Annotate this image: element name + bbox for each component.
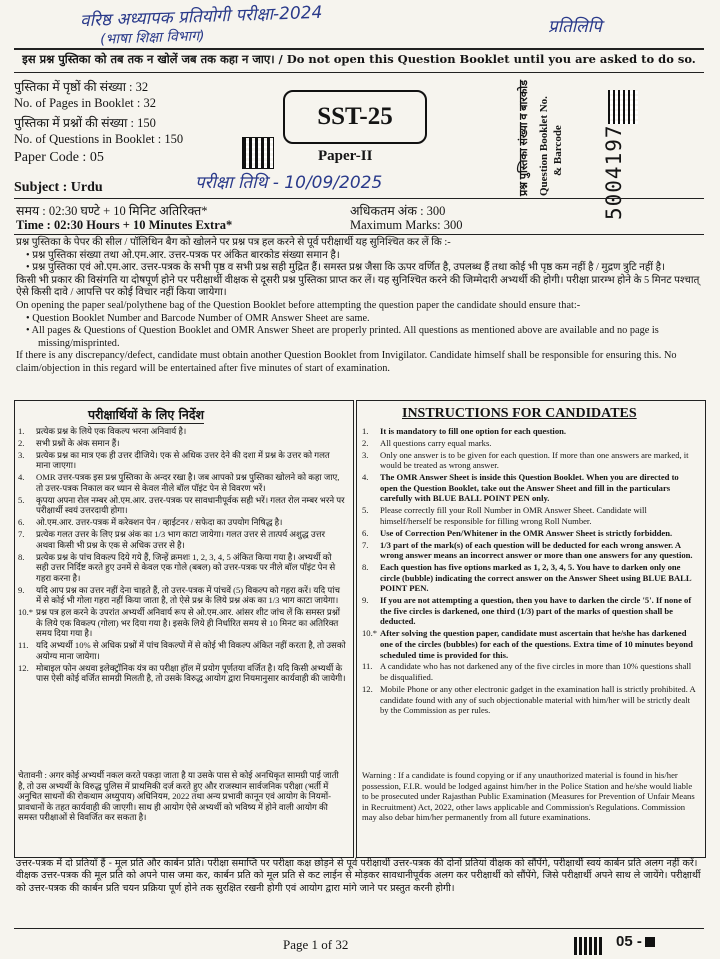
english-instruction-item — [362, 438, 698, 449]
hindi-instruction-item — [18, 640, 346, 661]
hindi-instruction-item-text: ओ.एम.आर. उत्तर-पत्रक में करेक्शन पेन / व्हाईटनर / सफेदा का उपयोग निषिद्ध है। — [36, 517, 283, 528]
time-hindi: समय : 02:30 घण्टे + 10 मिनिट अतिरिक्त* — [16, 204, 208, 218]
answer-sheet-copies-note: उत्तर-पत्रक में दो प्रतियाँ हैं - मूल प्रति और कार्बन प्रति। परीक्षा समाप्ति पर परीक्षा कक्ष छोड़ने से पूर्व परीक्षार्थी उत्तर-पत्रक की दोनों प्रतियां वीक्षक को सौंपेंगे, परीक्षार्थी स्वयं कार्बन प्रति अलग नहीं करें। वीक्षक उत्तर-पत्रक की मूल प्रति को अपने पास जमा कर, कार्बन प्रति को मूल प्रति से कट लाईन से मोड़कर सावधानीपूर्वक अलग कर परीक्षार्थी को सौंपेंगे, जिसे परीक्षार्थी अपने साथ ले जायेंगे। परीक्षार्थी को उत्तर-पत्रक की कार्बन प्रति चयन प्रक्रिया पूर्ण होने तक सुरक्षित रखनी होगी एवं आयोग द्वारा मांगे जाने पर प्रस्तुत करनी होगी। — [16, 858, 701, 894]
handwritten-right-note: प्रतिलिपि — [548, 17, 602, 37]
hindi-instruction-item-number: 5. — [18, 494, 25, 505]
english-instruction-item — [362, 595, 698, 627]
english-instruction-item-text: After solving the question paper, candidate must ascertain that he/she has darkened one of the circles (bubbles) for each of the questions. Extra time of 10 minutes beyond scheduled time is provided for this. — [380, 628, 693, 660]
english-instruction-item-text: Only one answer is to be given for each question. If more than one answers are marked, it would be treated as wrong answer. — [380, 449, 689, 471]
opening-para-english: If there is any discrepancy/defect, candidate must obtain another Question Booklet from Invigilator. Candidate himself shall be responsible for ensuring this. No claim/objection in this regard will be entertained after five minutes of start of examination. — [16, 350, 677, 374]
english-instructions-list — [362, 426, 698, 717]
english-instruction-item-text: The OMR Answer Sheet is inside this Question Booklet. When you are directed to open the Question Booklet, take out the Answer Sheet and fill in the particulars carefully with BLUE BALL POINT PEN only. — [380, 472, 679, 504]
opening-bullet-english-1: • Question Booklet Number and Barcode Number of OMR Answer Sheet are same. — [26, 312, 370, 324]
barcode-label-english: & Barcode — [552, 125, 564, 176]
top-rule — [14, 48, 704, 50]
english-instruction-item-text: Each question has five options marked as 1, 2, 3, 4, 5. You have to darken only one circle (bubble) indicating the correct answer on the Answer Sheet using BLUE BALL POINT PEN. — [380, 562, 692, 594]
max-marks-hindi: अधिकतम अंक : 300 — [350, 204, 446, 218]
hindi-instruction-item — [18, 552, 346, 584]
hindi-instruction-item-text: प्रत्येक प्रश्न के पांच विकल्प दिये गये हैं, जिन्हें क्रमशः 1, 2, 3, 4, 5 अंकित किया गया है। अभ्यर्थी को सही उत्तर निर्दिष्ट करते हुए उनमें से केवल एक गोले (बबल) को उत्तर-पत्रक पर नीले बॉल पॉइंट पेन से गहरा करना है। — [36, 551, 336, 583]
opening-para-hindi: किसी भी प्रकार की विसंगति या दोषपूर्ण होने पर परीक्षार्थी वीक्षक से दूसरी प्रश्न पुस्तिका प्राप्त कर लें। यह सुनिश्चित करने की जिम्मेदारी अभ्यर्थी की होगी। परीक्षा प्रारम्भ होने के 5 मिनट पश्चात् ऐसे किसी दावे / आपत्ति पर कोई विचार नहीं किया जायेगा। — [16, 274, 700, 299]
hindi-instruction-item-text: प्रत्येक प्रश्न के लिये एक विकल्प भरना अनिवार्य है। — [36, 426, 187, 436]
paper-label: Paper-II — [318, 148, 373, 164]
hindi-instruction-item-number: 6. — [18, 517, 25, 528]
handwritten-exam-date: परीक्षा तिथि - 10/09/2025 — [195, 173, 383, 193]
time-english: Time : 02:30 Hours + 10 Minutes Extra* — [16, 218, 233, 232]
opening-instructions — [16, 237, 704, 376]
english-instruction-item-text: It is mandatory to fill one option for each question. — [380, 426, 567, 436]
english-instruction-item-text: Mobile Phone or any other electronic gadget in the examination hall is strictly prohibited. A candidate found with any of such objectionable material with him/her will be strictly dealt by the Commission as per rules. — [380, 683, 696, 716]
hindi-instruction-item-text: प्रत्येक गलत उत्तर के लिए प्रश्न अंक का 1/3 भाग काटा जायेगा। गलत उत्तर से तात्पर्य अशुद्ध उत्तर अथवा किसी भी प्रश्न के एक से अधिक उत्तर से है। — [36, 529, 325, 550]
english-instructions-title: INSTRUCTIONS FOR CANDIDATES — [402, 406, 637, 421]
opening-bullet-hindi-1: • प्रश्न पुस्तिका संख्या तथा ओ.एम.आर. उत्तर-पत्रक पर अंकित बारकोड संख्या समान है। — [26, 249, 340, 261]
pages-count-hindi: पुस्तिका में पृष्ठों की संख्या : 32 — [14, 80, 149, 94]
english-instruction-item-number: 5. — [362, 505, 369, 516]
english-instruction-item — [362, 661, 698, 682]
hindi-instruction-item-number: 12. — [18, 662, 29, 673]
hindi-instruction-item — [18, 495, 346, 516]
max-marks-english: Maximum Marks: 300 — [350, 218, 463, 232]
english-instruction-item — [362, 505, 698, 526]
english-instruction-item — [362, 528, 698, 539]
footer-rule — [14, 928, 704, 929]
english-instruction-item-number: 9. — [362, 595, 369, 606]
footer-paper-code: 05 - — [616, 933, 655, 950]
hindi-instruction-item — [18, 438, 346, 449]
hindi-instruction-item — [18, 585, 346, 606]
english-instruction-item-number: 3. — [362, 449, 369, 460]
english-instruction-item-number: 1. — [362, 426, 369, 436]
hindi-instruction-item-text: प्रत्येक प्रश्न का मात्र एक ही उत्तर दीजिये। एक से अधिक उत्तर देने की दशा में प्रश्न के उत्तर को गलत माना जाएगा। — [36, 449, 330, 471]
english-warning: Warning : If a candidate is found copying or if any unauthorized material is found in his/her possession, F.I.R. would be lodged against him/her in the Police Station and he/she would liable to be prosecuted under Rajasthan Public Examination (Measures for Prevention of Unfair Means in Recruitment) Act, 2022, other laws applicable and Commission's Regulations. Commission may also debar him/her permanently from all future examinations. — [362, 770, 695, 823]
english-instruction-item-text: All questions carry equal marks. — [380, 437, 492, 448]
english-instruction-item-number: 4. — [362, 472, 369, 483]
banner-rule — [14, 72, 704, 73]
hindi-instruction-item-text: मोबाइल फोन अथवा इलेक्ट्रॉनिक यंत्र का परीक्षा हॉल में प्रयोग पूर्णतया वर्जित है। यदि किसी अभ्यर्थी के पास ऐसी कोई वर्जित सामग्री मिलती है, तो उसके विरुद्ध आयोग द्वारा नियमानुसार कार्यवाही की जायेगी। — [36, 662, 346, 684]
qr-code-icon — [242, 137, 274, 169]
hindi-instruction-item — [18, 517, 346, 528]
questions-count-english: No. of Questions in Booklet : 150 — [14, 132, 184, 146]
english-instruction-item-text: Use of Correction Pen/Whitener in the OMR Answer Sheet is strictly forbidden. — [380, 527, 673, 538]
hindi-instruction-item — [18, 450, 346, 471]
english-instruction-item-number: 10.* — [362, 628, 378, 639]
hindi-instructions-list — [18, 426, 346, 685]
english-instruction-item-number: 6. — [362, 527, 369, 538]
booklet-serial-number: 5004197 — [602, 124, 626, 220]
page-number: Page 1 of 32 — [283, 937, 349, 952]
english-instruction-item — [362, 426, 698, 437]
english-instruction-item-number: 8. — [362, 562, 369, 573]
subject: Subject : Urdu — [14, 180, 103, 195]
opening-intro-english: On opening the paper seal/polythene bag of the Question Booklet before attempting the question paper the candidate should ensure that:- — [16, 299, 581, 311]
hindi-instruction-item-text: OMR उत्तर-पत्रक इस प्रश्न पुस्तिका के अन्दर रखा है। जब आपको प्रश्न पुस्तिका खोलने को कहा जाए, तो उत्तर-पत्रक निकाल कर ध्यान से केवल नीले बॉल पॉइंट पेन से विवरण भरें। — [36, 472, 340, 493]
booklet-no-label-english: Question Booklet No. — [538, 96, 550, 196]
hindi-instruction-item-number: 2. — [18, 437, 25, 448]
hindi-instruction-item — [18, 529, 346, 550]
hindi-instruction-item-number: 11. — [18, 640, 29, 651]
handwritten-exam-title: वरिष्ठ अध्यापक प्रतियोगी परीक्षा-2024 — [79, 2, 323, 32]
hindi-instruction-item-number: 10.* — [18, 607, 34, 618]
english-instruction-item-number: 2. — [362, 437, 369, 448]
hindi-instructions-title: परीक्षार्थियों के लिए निर्देश — [88, 407, 204, 422]
hindi-instruction-item — [18, 472, 346, 493]
booklet-no-label-hindi: प्रश्न पुस्तिका संख्या व बारकोड — [518, 79, 530, 196]
hindi-instruction-item-text: यदि अभ्यर्थी 10% से अधिक प्रश्नों में पांच विकल्पों में से कोई भी विकल्प अंकित नहीं करता है, तो उसको अयोग्य माना जायेगा। — [36, 640, 346, 661]
english-instruction-item — [362, 472, 698, 504]
english-instruction-item-number: 11. — [362, 661, 373, 672]
hindi-instruction-item-text: सभी प्रश्नों के अंक समान हैं। — [36, 437, 120, 448]
barcode-icon — [608, 90, 638, 124]
time-rule-top — [14, 198, 704, 199]
english-instruction-item-text: A candidate who has not darkened any of the five circles in more than 10% questions shall be disqualified. — [380, 661, 692, 683]
time-rule-bottom — [14, 234, 704, 235]
opening-bullet-hindi-2: • प्रश्न पुस्तिका एवं ओ.एम.आर. उत्तर-पत्रक के सभी पृष्ठ व सभी प्रश्न सही मुद्रित हैं। समस्त प्रश्न जैसा कि ऊपर वर्णित है, उपलब्ध हैं तथा कोई भी पृष्ठ कम नहीं है / मुद्रण त्रुटि नहीं है। — [26, 262, 665, 274]
booklet-series-code: SST-25 — [283, 90, 427, 144]
questions-count-hindi: पुस्तिका में प्रश्नों की संख्या : 150 — [14, 116, 156, 130]
hindi-instruction-item — [18, 607, 346, 639]
handwritten-department: (भाषा शिक्षा विभाग) — [99, 28, 205, 48]
opening-intro-hindi: प्रश्न पुस्तिका के पेपर की सील / पॉलिथिन बैग को खोलने पर प्रश्न पत्र हल करने से पूर्व परीक्षार्थी यह सुनिश्चित कर लें कि :- — [16, 237, 451, 248]
english-instruction-item — [362, 540, 698, 561]
pages-count-english: No. of Pages in Booklet : 32 — [14, 96, 157, 110]
english-instruction-item-text: If you are not attempting a question, then you have to darken the circle '5'. If none of the five circles is darkened, one third (1/3) part of the marks of question shall be deducted. — [380, 595, 692, 627]
opening-bullet-english-2: • All pages & Questions of Question Booklet and OMR Answer Sheet are properly printed. All questions as mentioned above are available and no page is missing/misprinted. — [26, 325, 659, 349]
hindi-instruction-item-number: 4. — [18, 472, 25, 483]
hindi-instruction-item-number: 3. — [18, 449, 25, 460]
hindi-instruction-item-number: 8. — [18, 551, 25, 562]
footer-barcode-icon — [574, 937, 604, 955]
hindi-instruction-item-number: 9. — [18, 584, 25, 595]
hindi-instruction-item-text: कृपया अपना रोल नम्बर ओ.एम.आर. उत्तर-पत्रक पर सावधानीपूर्वक सही भरें। गलत रोल नम्बर भरने पर परीक्षार्थी स्वयं उत्तरदायी होगा। — [36, 494, 345, 516]
do-not-open-banner: इस प्रश्न पुस्तिका को तब तक न खोलें जब तक कहा न जाए। / Do not open this Question Booklet until you are asked to do so. — [22, 52, 696, 66]
english-instruction-item — [362, 684, 698, 716]
english-instruction-item-number: 12. — [362, 683, 373, 694]
hindi-instruction-item — [18, 426, 346, 437]
english-instruction-item — [362, 450, 698, 471]
hindi-instruction-item — [18, 663, 346, 684]
hindi-instruction-item-text: यदि आप प्रश्न का उत्तर नहीं देना चाहते हैं, तो उत्तर-पत्रक में पांचवें (5) विकल्प को गहरा करें। यदि पांच में से कोई भी गोला गहरा नहीं किया जाता है, तो ऐसे प्रश्न के लिये प्रश्न अंक का 1/3 भाग काटा जायेगा। — [36, 584, 340, 606]
english-instruction-item — [362, 628, 698, 660]
hindi-warning: चेतावनी : अगर कोई अभ्यर्थी नकल करते पकड़ा जाता है या उसके पास से कोई अनधिकृत सामग्री पाई जाती है, तो उस अभ्यर्थी के विरुद्ध पुलिस में प्राथमिकी दर्ज करते हुए और राजस्थान सार्वजनिक परीक्षा (भर्ती में अनुचित साधनों की रोकथाम अध्युपाय) अधिनियम, 2022 तथा अन्य प्रभावी कानून एवं आयोग के नियमों-प्रावधानों के तहत कार्यवाही की जाएगी। साथ ही आयोग ऐसे अभ्यर्थी को भविष्य में होने वाली आयोग की समस्त परीक्षाओं से विवर्जित कर सकता है। — [18, 770, 339, 823]
hindi-instruction-item-text: प्रश्न पत्र हल करने के उपरांत अभ्यर्थी अनिवार्य रूप से ओ.एम.आर. आंसर शीट जांच लें कि समस्त प्रश्नों के लिये एक विकल्प (गोला) भर दिया गया है। इसके लिये ही निर्धारित समय से 10 मिनट का अतिरिक्त समय दिया गया है। — [36, 607, 341, 639]
english-instruction-item — [362, 562, 698, 594]
paper-code: Paper Code : 05 — [14, 150, 104, 165]
english-instruction-item-text: 1/3 part of the mark(s) of each question will be deducted for each wrong answer. A wrong answer means an incorrect answer or more than one answers for any question. — [380, 539, 693, 561]
hindi-instruction-item-number: 1. — [18, 426, 25, 436]
hindi-instruction-item-number: 7. — [18, 529, 25, 540]
english-instruction-item-number: 7. — [362, 539, 369, 550]
english-instruction-item-text: Please correctly fill your Roll Number in OMR Answer Sheet. Candidate will himself/herself be responsible for filling wrong Roll Number. — [380, 505, 647, 526]
square-mark-icon — [645, 937, 655, 947]
